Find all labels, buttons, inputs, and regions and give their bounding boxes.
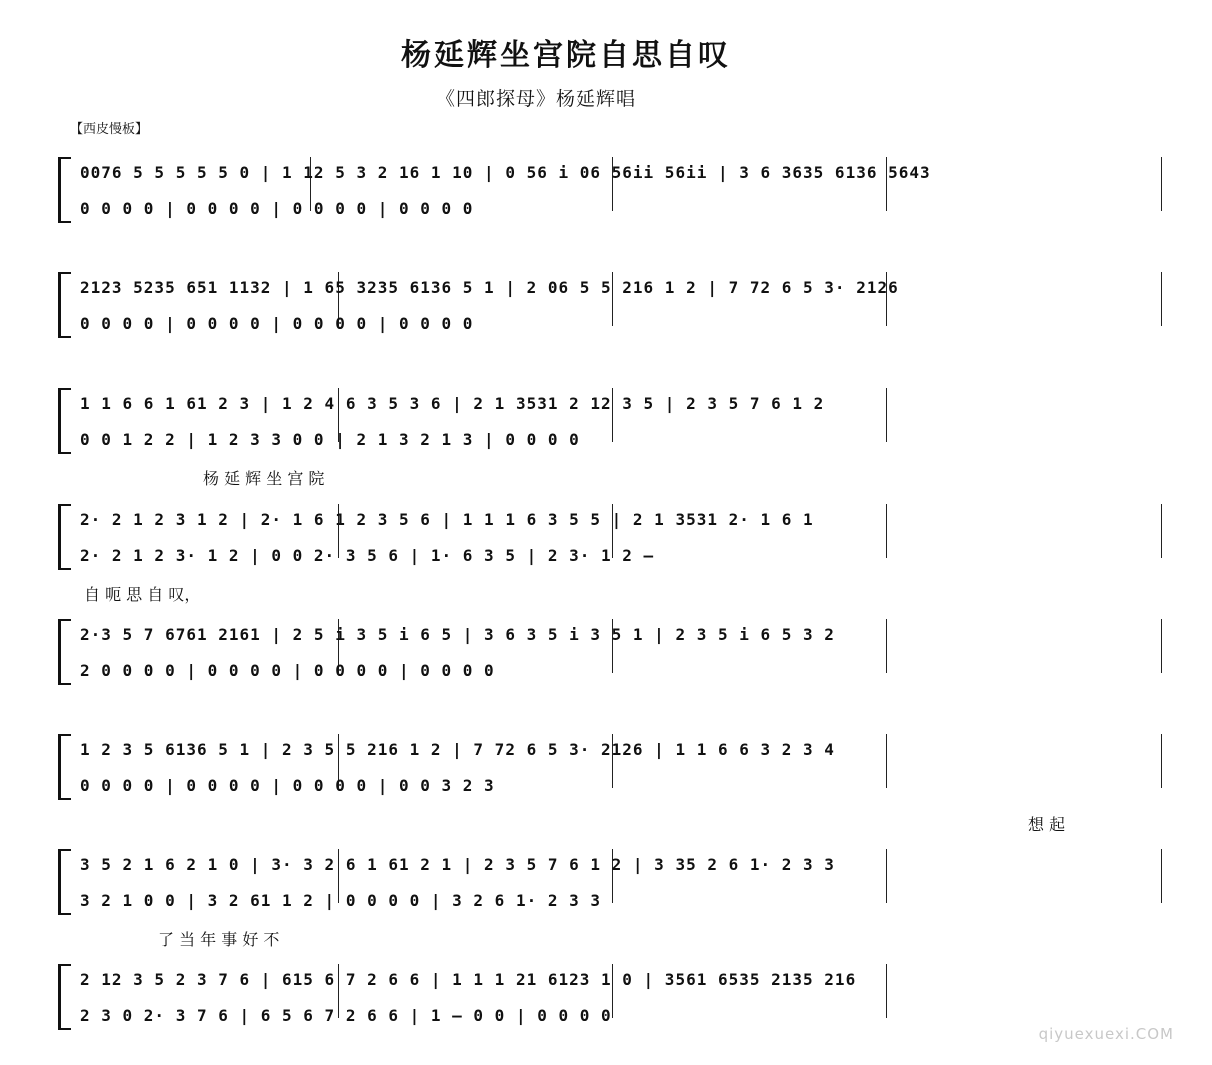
lyrics-line: 了 当 年 事 好 不 [158,930,280,949]
melody-line: 2123 5235 651 1132 | 1 65 3235 6136 5 1 | 2 06 5 5 216 1 2 | 7 72 6 5 3· 2126 [80,278,899,297]
barline [1161,504,1162,558]
score-system-1 [58,163,1163,225]
score-system-8 [58,970,1163,1032]
lyrics-line: 自 呃 思 自 叹， [84,585,201,604]
tempo-marking: 【西皮慢板】 [70,122,149,137]
system-brace [58,504,71,570]
melody-line: 2· 2 1 2 3 1 2 | 2· 1 6 1 2 3 5 6 | 1 1 1 6 3 5 5 | 2 1 3531 2· 1 6 1 [80,510,814,529]
page-subtitle: 《四郎探母》杨延辉唱 [435,88,636,110]
score-system-7 [58,855,1163,949]
barline [886,849,887,903]
barline [886,964,887,1018]
barline [1161,272,1162,326]
barline [1161,849,1162,903]
watermark: qiyuexuexi.COM [1038,1025,1174,1043]
melody-line: 0076 5 5 5 5 5 0 | 1 12 5 3 2 16 1 10 | 0 56 i 06 56ii 56ii | 3 6 3635 6136 5643 [80,163,931,182]
accompaniment-line: 3 2 1 0 0 | 3 2 61 1 2 | 0 0 0 0 | 3 2 6 1· 2 3 3 [80,891,602,910]
score-system-6 [58,740,1163,834]
melody-line: 3 5 2 1 6 2 1 0 | 3· 3 2 6 1 61 2 1 | 2 3 5 7 6 1 2 | 3 35 2 6 1· 2 3 3 [80,855,835,874]
barline [886,734,887,788]
accompaniment-line: 0 0 0 0 | 0 0 0 0 | 0 0 0 0 | 0 0 0 0 [80,199,474,218]
system-brace [58,849,71,915]
accompaniment-line: 0 0 0 0 | 0 0 0 0 | 0 0 0 0 | 0 0 0 0 [80,314,474,333]
score-system-3 [58,394,1163,488]
lyrics-line: 杨 延 辉 坐 宫 院 [203,469,325,488]
system-brace [58,619,71,685]
barline [1161,157,1162,211]
page-title: 杨延辉坐宫院自思自叹 [401,38,731,73]
system-brace [58,964,71,1030]
accompaniment-line: 2· 2 1 2 3· 1 2 | 0 0 2· 3 5 6 | 1· 6 3 5 | 2 3· 1 2 — [80,546,655,565]
accompaniment-line: 2 3 0 2· 3 7 6 | 6 5 6 7 2 6 6 | 1 — 0 0 | 0 0 0 0 [80,1006,612,1025]
lyrics-line: 想 起 [1028,815,1066,834]
barline [1161,734,1162,788]
system-brace [58,734,71,800]
score-system-4 [58,510,1163,604]
barline [1161,619,1162,673]
score-system-2 [58,278,1163,340]
melody-line: 1 1 6 6 1 61 2 3 | 1 2 4 6 3 5 3 6 | 2 1 3531 2 12 3 5 | 2 3 5 7 6 1 2 [80,394,825,413]
accompaniment-line: 0 0 0 0 | 0 0 0 0 | 0 0 0 0 | 0 0 3 2 3 [80,776,495,795]
barline [886,504,887,558]
system-brace [58,272,71,338]
score-system-5 [58,625,1163,687]
barline [886,619,887,673]
melody-line: 1 2 3 5 6136 5 1 | 2 3 5 5 216 1 2 | 7 72 6 5 3· 2126 | 1 1 6 6 3 2 3 4 [80,740,835,759]
accompaniment-line: 2 0 0 0 0 | 0 0 0 0 | 0 0 0 0 | 0 0 0 0 [80,661,495,680]
system-brace [58,157,71,223]
system-brace [58,388,71,454]
melody-line: 2 12 3 5 2 3 7 6 | 615 6 7 2 6 6 | 1 1 1 21 6123 1 0 | 3561 6535 2135 216 [80,970,857,989]
melody-line: 2·3 5 7 6761 2161 | 2 5 i 3 5 i 6 5 | 3 6 3 5 i 3 5 1 | 2 3 5 i 6 5 3 2 [80,625,835,644]
barline [886,388,887,442]
accompaniment-line: 0 0 1 2 2 | 1 2 3 3 0 0 | 2 1 3 2 1 3 | 0 0 0 0 [80,430,580,449]
